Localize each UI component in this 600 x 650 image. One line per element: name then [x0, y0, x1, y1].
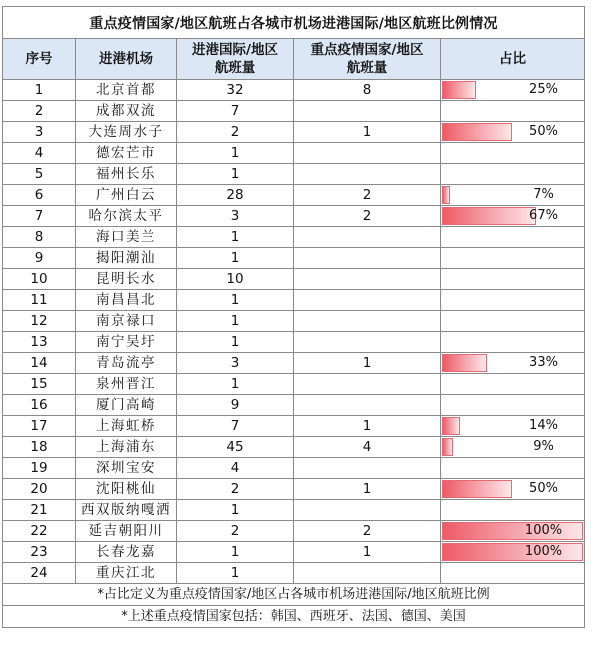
intl-flights-cell: 9 [177, 395, 294, 416]
key-flights-cell: 1 [294, 542, 441, 563]
ratio-value [441, 143, 584, 163]
ratio-cell [441, 500, 585, 521]
table-row [3, 500, 585, 521]
ratio-value: 67% [529, 208, 558, 223]
key-flights-cell [294, 563, 441, 584]
ratio-cell [441, 332, 585, 353]
ratio-value: 33% [529, 355, 558, 370]
airport-cell: 揭阳潮汕 [76, 248, 177, 269]
airport-cell: 上海浦东 [76, 437, 177, 458]
flight-ratio-sheet [2, 6, 584, 628]
ratio-cell [441, 416, 585, 437]
ratio-value [441, 227, 584, 247]
intl-flights-cell: 28 [177, 185, 294, 206]
airport-cell: 广州白云 [76, 185, 177, 206]
header-intl-flights [177, 39, 294, 80]
seq-cell: 4 [3, 143, 76, 164]
table-row [3, 542, 585, 563]
ratio-value: 25% [529, 82, 558, 97]
header-key-flights-line1: 重点疫情国家/地区 [310, 42, 424, 58]
ratio-cell [441, 164, 585, 185]
intl-flights-cell: 1 [177, 563, 294, 584]
table-row [3, 122, 585, 143]
intl-flights-cell: 2 [177, 521, 294, 542]
table-row [3, 248, 585, 269]
key-flights-cell: 1 [294, 479, 441, 500]
key-flights-cell [294, 101, 441, 122]
note-row [3, 584, 585, 606]
intl-flights-cell: 1 [177, 332, 294, 353]
airport-cell: 长春龙嘉 [76, 542, 177, 563]
seq-cell: 19 [3, 458, 76, 479]
key-flights-cell: 1 [294, 416, 441, 437]
ratio-value [441, 101, 584, 121]
seq-cell: 13 [3, 332, 76, 353]
table-row [3, 206, 585, 227]
ratio-value: 100% [524, 523, 563, 538]
seq-cell: 18 [3, 437, 76, 458]
ratio-value [441, 269, 584, 289]
seq-cell: 6 [3, 185, 76, 206]
intl-flights-cell: 45 [177, 437, 294, 458]
table-row [3, 164, 585, 185]
airport-cell: 德宏芒市 [76, 143, 177, 164]
ratio-value: 14% [529, 418, 558, 433]
key-flights-cell: 4 [294, 437, 441, 458]
intl-flights-cell: 1 [177, 500, 294, 521]
header-key-flights [294, 39, 441, 80]
table-row [3, 458, 585, 479]
table-row [3, 353, 585, 374]
ratio-value [441, 374, 584, 394]
airport-cell: 成都双流 [76, 101, 177, 122]
airport-cell: 西双版纳嘎洒 [76, 500, 177, 521]
ratio-cell [441, 395, 585, 416]
table-row [3, 185, 585, 206]
key-flights-cell [294, 143, 441, 164]
ratio-cell [441, 521, 585, 542]
note-row [3, 606, 585, 628]
header-key-flights-line2: 航班量 [346, 60, 388, 76]
ratio-value: 50% [529, 124, 558, 139]
ratio-cell [441, 353, 585, 374]
ratio-value: 7% [533, 187, 554, 202]
ratio-cell [441, 311, 585, 332]
ratio-cell [441, 122, 585, 143]
seq-cell: 15 [3, 374, 76, 395]
airport-cell: 深圳宝安 [76, 458, 177, 479]
header-intl-flights-line1: 进港国际/地区 [192, 42, 278, 58]
intl-flights-cell: 1 [177, 311, 294, 332]
intl-flights-cell: 3 [177, 353, 294, 374]
seq-cell: 23 [3, 542, 76, 563]
intl-flights-cell: 7 [177, 416, 294, 437]
seq-cell: 5 [3, 164, 76, 185]
table-row [3, 416, 585, 437]
table-title: 重点疫情国家/地区航班占各城市机场进港国际/地区航班比例情况 [3, 7, 585, 39]
ratio-cell [441, 542, 585, 563]
table-row [3, 227, 585, 248]
seq-cell: 20 [3, 479, 76, 500]
key-flights-cell: 8 [294, 80, 441, 101]
key-flights-cell [294, 248, 441, 269]
table-row [3, 395, 585, 416]
table-row [3, 143, 585, 164]
table-row [3, 290, 585, 311]
seq-cell: 2 [3, 101, 76, 122]
seq-cell: 14 [3, 353, 76, 374]
airport-cell: 厦门高崎 [76, 395, 177, 416]
ratio-cell [441, 101, 585, 122]
ratio-value: 100% [524, 544, 563, 559]
key-flights-cell [294, 311, 441, 332]
seq-cell: 12 [3, 311, 76, 332]
ratio-cell [441, 80, 585, 101]
footnote-text: *上述重点疫情国家包括：韩国、西班牙、法国、德国、美国 [3, 606, 585, 628]
title-row [3, 7, 585, 39]
key-flights-cell: 1 [294, 122, 441, 143]
airport-cell: 上海虹桥 [76, 416, 177, 437]
airport-cell: 泉州晋江 [76, 374, 177, 395]
flight-ratio-table [2, 6, 585, 628]
intl-flights-cell: 1 [177, 227, 294, 248]
key-flights-cell: 1 [294, 353, 441, 374]
seq-cell: 8 [3, 227, 76, 248]
intl-flights-cell: 32 [177, 80, 294, 101]
ratio-cell [441, 143, 585, 164]
key-flights-cell: 2 [294, 206, 441, 227]
ratio-cell [441, 563, 585, 584]
airport-cell: 昆明长水 [76, 269, 177, 290]
ratio-value [441, 563, 584, 583]
intl-flights-cell: 2 [177, 122, 294, 143]
intl-flights-cell: 1 [177, 143, 294, 164]
seq-cell: 10 [3, 269, 76, 290]
airport-cell: 南宁吴圩 [76, 332, 177, 353]
ratio-value [441, 395, 584, 415]
header-seq: 序号 [3, 39, 76, 80]
header-ratio: 占比 [441, 39, 585, 80]
table-row [3, 479, 585, 500]
header-intl-flights-line2: 航班量 [214, 60, 256, 76]
seq-cell: 17 [3, 416, 76, 437]
ratio-cell [441, 290, 585, 311]
intl-flights-cell: 7 [177, 101, 294, 122]
table-body [3, 7, 585, 628]
seq-cell: 1 [3, 80, 76, 101]
key-flights-cell: 2 [294, 521, 441, 542]
ratio-cell [441, 374, 585, 395]
table-row [3, 80, 585, 101]
airport-cell: 大连周水子 [76, 122, 177, 143]
seq-cell: 16 [3, 395, 76, 416]
ratio-cell [441, 479, 585, 500]
intl-flights-cell: 1 [177, 542, 294, 563]
key-flights-cell [294, 374, 441, 395]
ratio-cell [441, 185, 585, 206]
header-airport: 进港机场 [76, 39, 177, 80]
seq-cell: 9 [3, 248, 76, 269]
ratio-value [441, 500, 584, 520]
ratio-cell [441, 227, 585, 248]
airport-cell: 沈阳桃仙 [76, 479, 177, 500]
intl-flights-cell: 1 [177, 164, 294, 185]
key-flights-cell [294, 458, 441, 479]
seq-cell: 7 [3, 206, 76, 227]
ratio-value [441, 458, 584, 478]
table-row [3, 563, 585, 584]
key-flights-cell: 2 [294, 185, 441, 206]
seq-cell: 22 [3, 521, 76, 542]
ratio-value [441, 290, 584, 310]
table-row [3, 374, 585, 395]
airport-cell: 青岛流亭 [76, 353, 177, 374]
seq-cell: 3 [3, 122, 76, 143]
key-flights-cell [294, 164, 441, 185]
table-row [3, 101, 585, 122]
table-row [3, 311, 585, 332]
header-row [3, 39, 585, 80]
intl-flights-cell: 3 [177, 206, 294, 227]
table-row [3, 332, 585, 353]
airport-cell: 重庆江北 [76, 563, 177, 584]
key-flights-cell [294, 500, 441, 521]
ratio-cell [441, 437, 585, 458]
table-row [3, 521, 585, 542]
key-flights-cell [294, 332, 441, 353]
intl-flights-cell: 1 [177, 290, 294, 311]
key-flights-cell [294, 227, 441, 248]
intl-flights-cell: 10 [177, 269, 294, 290]
ratio-value: 50% [529, 481, 558, 496]
ratio-value [441, 311, 584, 331]
intl-flights-cell: 2 [177, 479, 294, 500]
seq-cell: 21 [3, 500, 76, 521]
airport-cell: 延吉朝阳川 [76, 521, 177, 542]
seq-cell: 11 [3, 290, 76, 311]
airport-cell: 海口美兰 [76, 227, 177, 248]
ratio-cell [441, 269, 585, 290]
intl-flights-cell: 1 [177, 248, 294, 269]
key-flights-cell [294, 395, 441, 416]
table-row [3, 269, 585, 290]
ratio-value [441, 332, 584, 352]
key-flights-cell [294, 269, 441, 290]
intl-flights-cell: 4 [177, 458, 294, 479]
ratio-value [441, 164, 584, 184]
ratio-cell [441, 458, 585, 479]
airport-cell: 南京禄口 [76, 311, 177, 332]
ratio-value [441, 248, 584, 268]
footnote-text: *占比定义为重点疫情国家/地区占各城市机场进港国际/地区航班比例 [3, 584, 585, 606]
airport-cell: 哈尔滨太平 [76, 206, 177, 227]
airport-cell: 南昌昌北 [76, 290, 177, 311]
key-flights-cell [294, 290, 441, 311]
seq-cell: 24 [3, 563, 76, 584]
ratio-value: 9% [533, 439, 554, 454]
ratio-cell [441, 248, 585, 269]
airport-cell: 福州长乐 [76, 164, 177, 185]
ratio-cell [441, 206, 585, 227]
airport-cell: 北京首都 [76, 80, 177, 101]
intl-flights-cell: 1 [177, 374, 294, 395]
table-row [3, 437, 585, 458]
